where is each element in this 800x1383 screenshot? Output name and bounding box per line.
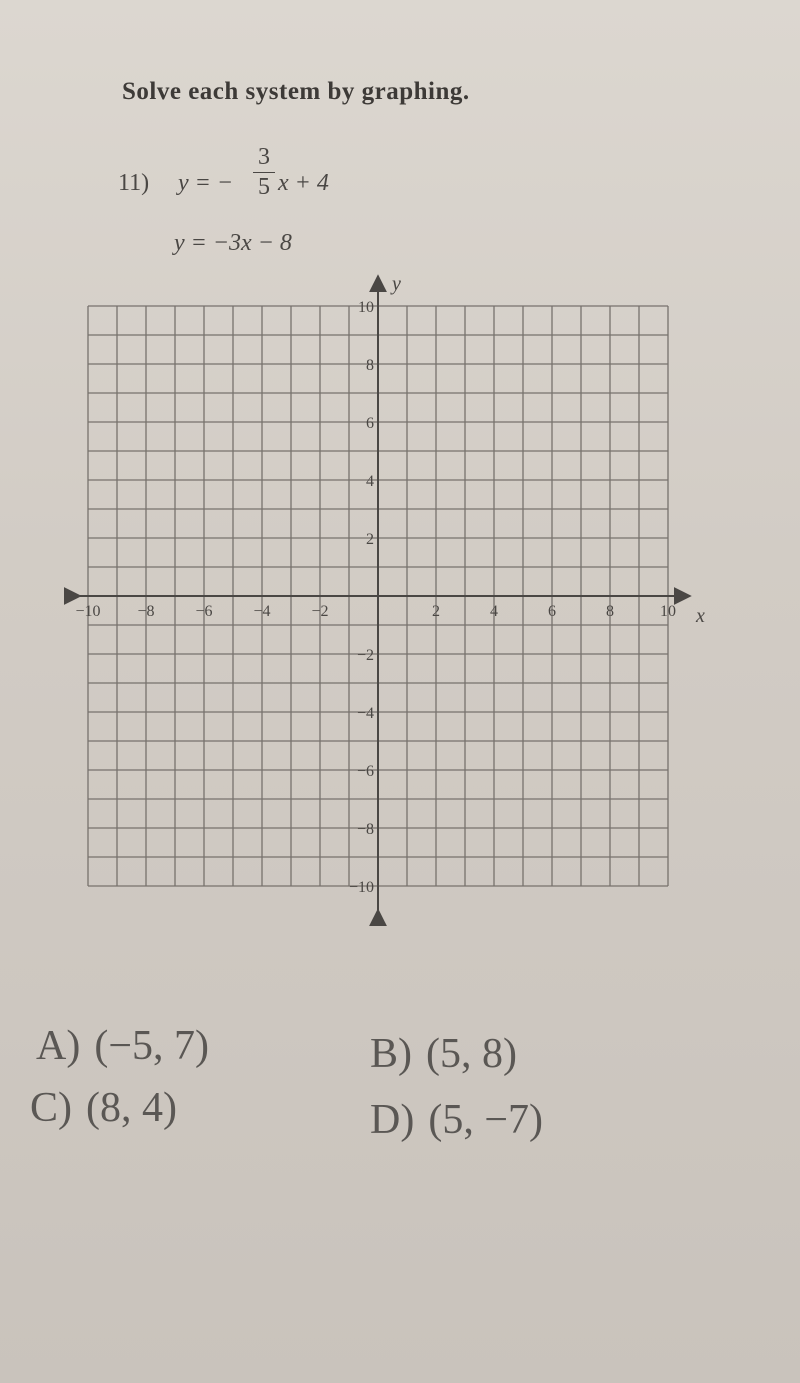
answer-c[interactable] xyxy=(30,1084,177,1132)
y-tick-label: 2 xyxy=(366,531,374,548)
answer-a-value: (−5, 7) xyxy=(94,1023,209,1069)
x-tick-label: −2 xyxy=(311,603,329,620)
x-tick-label: 2 xyxy=(432,603,440,620)
fraction-denominator: 5 xyxy=(258,174,270,200)
x-tick-label: −8 xyxy=(137,603,155,620)
x-tick-label: −10 xyxy=(75,603,101,620)
fraction-numerator: 3 xyxy=(258,144,270,170)
equation-1-rest: x + 4 xyxy=(278,170,329,196)
answer-a-letter: A) xyxy=(36,1023,81,1069)
y-tick-label: −10 xyxy=(348,879,374,896)
answer-b-letter: B) xyxy=(370,1031,412,1077)
y-tick-label: 6 xyxy=(366,415,374,432)
y-tick-label: −8 xyxy=(356,821,374,838)
page-title: Solve each system by graphing. xyxy=(122,78,470,105)
x-tick-label: −4 xyxy=(253,603,271,620)
answer-a[interactable] xyxy=(36,1022,209,1070)
y-tick-label: 10 xyxy=(358,299,374,316)
x-tick-label: 10 xyxy=(660,603,676,620)
y-tick-label: 8 xyxy=(366,357,374,374)
answer-d[interactable] xyxy=(370,1096,543,1144)
problem-number: 11) xyxy=(118,170,150,196)
x-tick-label: 8 xyxy=(606,603,614,620)
answer-d-letter: D) xyxy=(370,1097,415,1143)
x-axis-label: x xyxy=(696,605,705,627)
answer-b-value: (5, 8) xyxy=(426,1031,517,1077)
tick-labels xyxy=(75,299,676,896)
y-tick-label: −6 xyxy=(356,763,374,780)
answer-c-letter: C) xyxy=(30,1085,72,1131)
y-tick-label: −2 xyxy=(356,647,374,664)
answer-c-value: (8, 4) xyxy=(86,1085,177,1131)
x-tick-label: 4 xyxy=(490,603,498,620)
answer-b[interactable] xyxy=(370,1030,517,1078)
y-tick-label: −4 xyxy=(356,705,374,722)
answer-d-value: (5, −7) xyxy=(428,1097,543,1143)
y-axis-label: y xyxy=(392,273,401,295)
x-tick-label: 6 xyxy=(548,603,556,620)
equation-2: y = −3x − 8 xyxy=(174,230,292,256)
x-tick-label: −6 xyxy=(195,603,213,620)
y-tick-label: 4 xyxy=(366,473,374,490)
equation-1-lhs: y = − xyxy=(178,170,234,196)
